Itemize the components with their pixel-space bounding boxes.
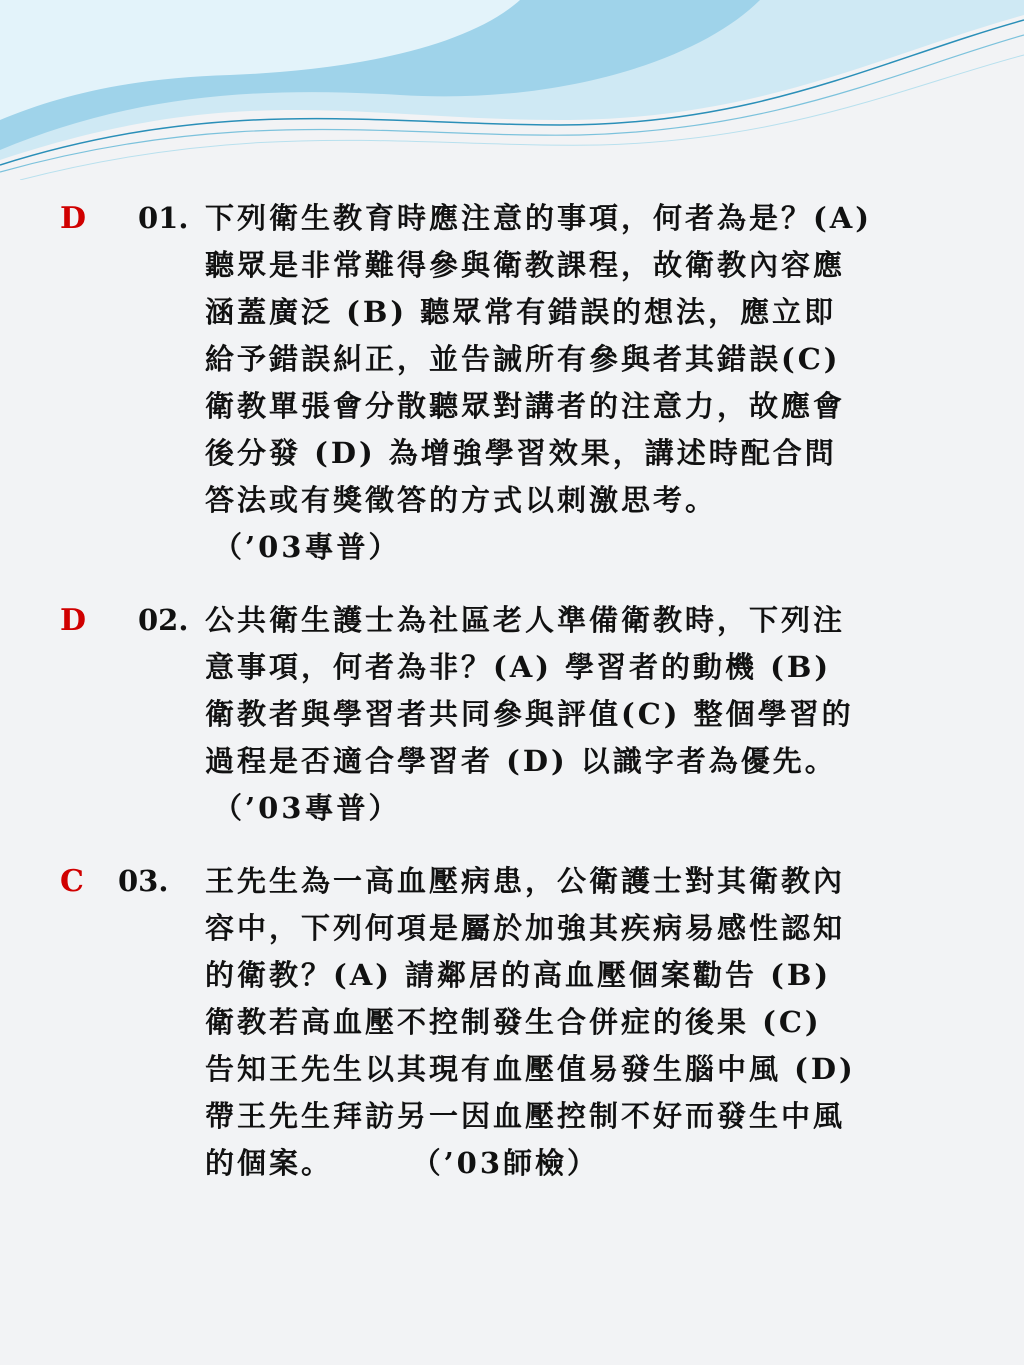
answer-label: C [60, 864, 84, 899]
question-text [205, 858, 985, 1187]
question-line: 後分發 (D) 為增強學習效果，講述時配合問 [205, 436, 837, 470]
question-line: 衛教若高血壓不控制發生合併症的後果 (C) [205, 1005, 822, 1039]
question-number: 03. [118, 864, 169, 898]
question-line: 帶王先生拜訪另一因血壓控制不好而發生中風 [205, 1099, 846, 1133]
question-line: 過程是否適合學習者 (D) 以識字者為優先。 [205, 744, 837, 778]
question-line: 公共衛生護士為社區老人準備衛教時，下列注 [205, 603, 846, 637]
question-number: 01. [138, 201, 189, 235]
question-line: 容中，下列何項是屬於加強其疾病易感性認知 [205, 911, 846, 945]
question-line: 意事項，何者為非？(A) 學習者的動機 (B) [205, 650, 832, 684]
exam-source: （’03專普） [213, 530, 401, 564]
answer-label: D [60, 603, 87, 638]
exam-source: （’03專普） [213, 791, 401, 825]
question-line: 王先生為一高血壓病患，公衛護士對其衛教內 [205, 864, 846, 898]
question-line: 的個案。 （’03師檢） [205, 1146, 600, 1180]
question-number: 02. [138, 603, 189, 637]
question-text [205, 597, 985, 832]
question-line: 衛教單張會分散聽眾對講者的注意力，故應會 [205, 389, 846, 423]
question-line: 衛教者與學習者共同參與評值(C) 整個學習的 [205, 697, 854, 731]
answer-label: D [60, 201, 87, 236]
wave-decoration [0, 0, 1024, 180]
question-line: 聽眾是非常難得參與衛教課程，故衛教內容應 [205, 248, 846, 282]
question-text [205, 195, 985, 571]
question-line: 下列衛生教育時應注意的事項，何者為是？(A) [205, 201, 872, 235]
question-line: 涵蓋廣泛 (B) 聽眾常有錯誤的想法，應立即 [205, 295, 837, 329]
question-line: 給予錯誤糾正，並告誡所有參與者其錯誤(C) [205, 342, 841, 376]
question-line: 告知王先生以其現有血壓值易發生腦中風 (D) [205, 1052, 856, 1086]
question-line: 的衛教？(A) 請鄰居的高血壓個案勸告 (B) [205, 958, 832, 992]
question-line: 答法或有獎徵答的方式以刺激思考。 [205, 483, 718, 517]
